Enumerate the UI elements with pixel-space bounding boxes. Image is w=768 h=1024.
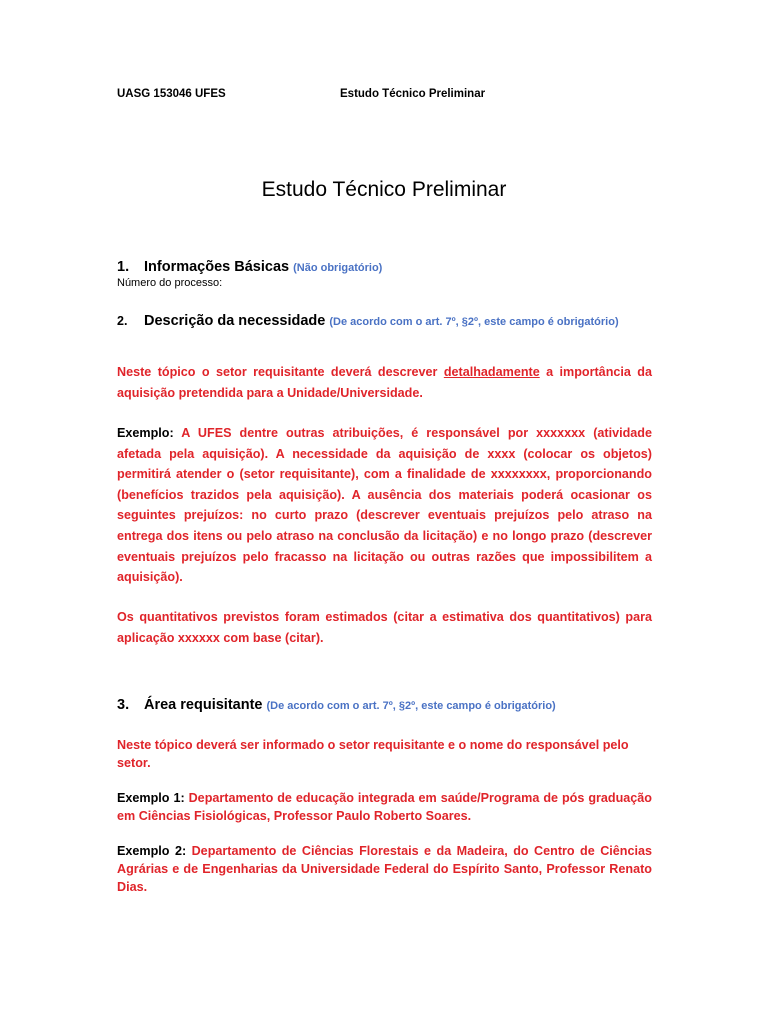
section-3-note: (De acordo com o art. 7º, §2º, este campo é obrigatório): [266, 700, 556, 712]
section-2-number: 2.: [117, 314, 128, 328]
section-3-title: Área requisitante: [144, 697, 263, 713]
section-2-note: (De acordo com o art. 7º, §2º, este campo é obrigatório): [329, 316, 619, 328]
section-1-number: 1.: [117, 259, 130, 275]
section-3-intro-text: Neste tópico deverá ser informado o setor requisitante e o nome do responsável pelo setor.: [117, 738, 629, 770]
section-3-example-2: [117, 842, 652, 896]
section-1-heading: [117, 259, 652, 275]
example-label: Exemplo:: [117, 426, 174, 440]
section-3-heading: [117, 697, 652, 713]
section-1-note: (Não obrigatório): [293, 262, 383, 274]
example-text: A UFES dentre outras atribuições, é responsável por xxxxxxx (atividade afetada pela aquisição). A necessidade da aquisição de xxxx (colocar os objetos) permitirá atender o (setor requisitante), com a finalidade de xxxxxxxx, proporcionando (benefícios trazidos pela aquisição). A ausência dos materiais poderá ocasionar os seguintes prejuízos: no curto prazo (descrever eventuais prejuízos pelo atraso na entrega dos itens ou pelo atraso na conclusão da licitação) e no longo prazo (descrever eventuais prejuízos pelo fracasso na licitação ou outras razões que impossibilitem a aquisição).: [117, 426, 652, 585]
section-3: [117, 697, 652, 713]
section-2: [117, 313, 652, 329]
intro-text-start: Neste tópico o setor requisitante deverá descrever: [117, 365, 444, 379]
example-1-text: Departamento de educação integrada em saúde/Programa de pós graduação em Ciências Fisiológicas, Professor Paulo Roberto Soares.: [117, 791, 653, 823]
section-3-intro-paragraph: [117, 736, 637, 772]
section-1-title: Informações Básicas: [144, 259, 290, 275]
header-doc-name: Estudo Técnico Preliminar: [340, 88, 486, 100]
section-2-title: Descrição da necessidade: [144, 313, 326, 329]
document-title: Estudo Técnico Preliminar: [261, 178, 507, 201]
header-uasg: UASG 153046 UFES: [117, 88, 226, 100]
section-3-number: 3.: [117, 697, 130, 713]
example-2-label: Exemplo 2:: [117, 844, 187, 858]
example-1-label: Exemplo 1:: [117, 791, 185, 805]
section-1: [117, 259, 652, 289]
section-2-quantities-paragraph: [117, 607, 652, 648]
page-header: [117, 88, 486, 100]
section-3-example-1: [117, 789, 652, 825]
intro-underlined-word: detalhadamente: [443, 365, 540, 379]
section-2-heading: [117, 313, 652, 329]
quantities-text: Os quantitativos previstos foram estimados (citar a estimativa dos quantitativos) para aplicação xxxxxx com base (citar).: [117, 610, 652, 645]
section-2-intro-paragraph: [117, 362, 652, 403]
example-2-text: Departamento de Ciências Florestais e da Madeira, do Centro de Ciências Agrárias e de Engenharias da Universidade Federal do Espírito Santo, Professor Renato Dias.: [117, 844, 652, 894]
process-number-label: Número do processo:: [117, 277, 223, 289]
section-2-example-paragraph: [117, 423, 652, 588]
intro-text-end: a importância da aquisição pretendida para a Unidade/Universidade.: [117, 365, 652, 400]
